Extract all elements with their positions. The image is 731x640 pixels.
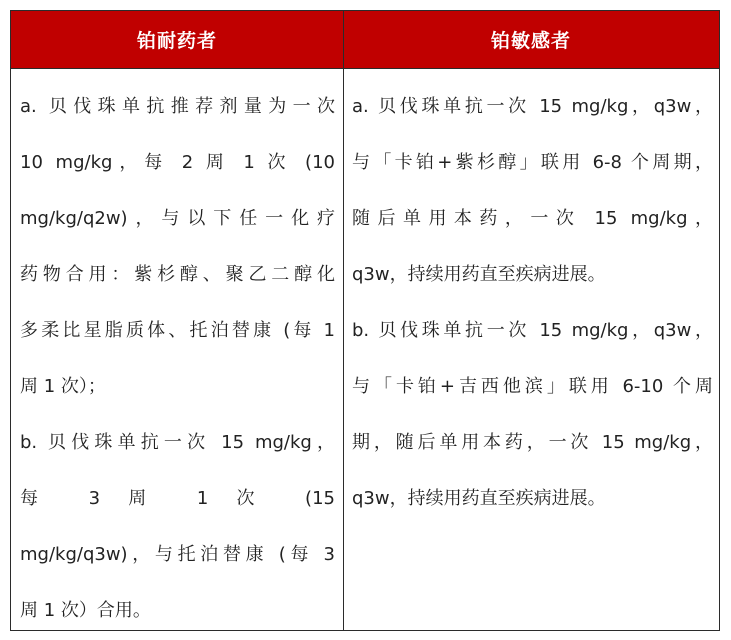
text-line: 与「卡铂+紫杉醇」联用 6-8 个周期，: [352, 152, 713, 173]
text-line: b. 贝伐珠单抗一次 15 mg/kg，: [20, 432, 335, 453]
platinum-resistant-cell: [11, 69, 343, 639]
text-line: 每 3 周 1 次 (15: [20, 488, 335, 509]
text-line: a. 贝伐珠单抗推荐剂量为一次: [20, 96, 335, 117]
text-line: 周 1 次）合用。: [20, 600, 151, 621]
text-line: b. 贝伐珠单抗一次 15 mg/kg，q3w，: [352, 320, 713, 341]
text-line: mg/kg/q3w)，与托泊替康 (每 3: [20, 544, 335, 565]
header-platinum-sensitive: 铂敏感者: [490, 30, 571, 52]
dosage-table: [10, 10, 720, 631]
text-line: 药物合用：紫杉醇、聚乙二醇化: [20, 264, 335, 285]
text-line: q3w，持续用药直至疾病进展。: [352, 488, 606, 509]
text-line: q3w，持续用药直至疾病进展。: [352, 264, 606, 285]
text-line: 多柔比星脂质体、托泊替康 (每 1: [20, 320, 335, 341]
platinum-sensitive-cell: [344, 69, 719, 527]
text-line: a. 贝伐珠单抗一次 15 mg/kg，q3w，: [352, 96, 713, 117]
text-line: mg/kg/q2w)，与以下任一化疗: [20, 208, 335, 229]
text-line: 期，随后单用本药，一次 15 mg/kg，: [352, 432, 713, 453]
text-line: 与「卡铂+吉西他滨」联用 6-10 个周: [352, 376, 713, 397]
table-header-row: [11, 11, 719, 68]
header-platinum-resistant: 铂耐药者: [136, 30, 217, 52]
text-line: 随后单用本药，一次 15 mg/kg，: [352, 208, 713, 229]
text-line: 10 mg/kg，每 2 周 1 次 (10: [20, 152, 335, 173]
text-line: 周 1 次）；: [20, 376, 106, 397]
